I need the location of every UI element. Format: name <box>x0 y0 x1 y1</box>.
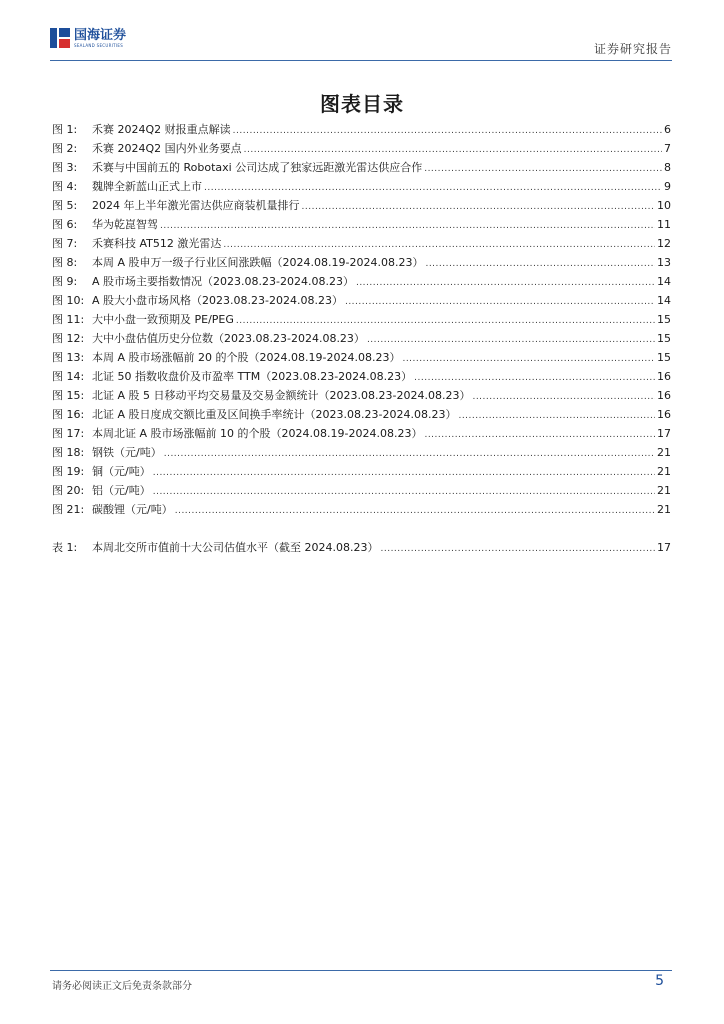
toc-leader-dots <box>164 449 655 459</box>
toc-entry-label: 图 4: <box>52 180 78 193</box>
toc-entry-page: 15 <box>657 351 671 364</box>
toc-entry-page: 21 <box>657 465 671 478</box>
toc-entry[interactable] <box>52 330 671 349</box>
toc-entry-title: A 股市场主要指数情况（2023.08.23-2024.08.23） <box>92 275 354 288</box>
toc-leader-dots <box>345 297 655 307</box>
toc-entry-label: 图 13: <box>52 351 85 364</box>
toc-entry-label: 图 15: <box>52 389 85 402</box>
toc-entry-page: 13 <box>657 256 671 269</box>
toc-entry-label: 图 1: <box>52 123 78 136</box>
toc-entry-label: 表 1: <box>52 541 78 554</box>
logo-chinese-name: 国海证券 <box>74 27 127 43</box>
toc-entry-label: 图 18: <box>52 446 85 459</box>
toc-entry[interactable] <box>52 444 671 463</box>
toc-entry-page: 14 <box>657 294 671 307</box>
toc-entry[interactable] <box>52 501 671 520</box>
toc-entry-title: 禾赛科技 AT512 激光雷达 <box>92 237 222 250</box>
toc-entry-title: A 股大小盘市场风格（2023.08.23-2024.08.23） <box>92 294 343 307</box>
toc-entry-page: 21 <box>657 484 671 497</box>
toc-entry-label: 图 21: <box>52 503 85 516</box>
toc-leader-dots <box>233 126 662 136</box>
toc-entry-page: 6 <box>664 123 671 136</box>
toc-entry-page: 15 <box>657 313 671 326</box>
table-list <box>52 539 671 558</box>
figure-list <box>52 121 671 520</box>
sealand-logo-icon <box>50 28 70 48</box>
toc-entry-label: 图 10: <box>52 294 85 307</box>
toc-entry[interactable] <box>52 463 671 482</box>
toc-leader-dots <box>367 335 655 345</box>
toc-entry-page: 21 <box>657 446 671 459</box>
toc-entry-title: 铝（元/吨） <box>92 484 151 497</box>
toc-entry[interactable] <box>52 292 671 311</box>
toc-entry[interactable] <box>52 368 671 387</box>
page-title: 图表目录 <box>320 92 404 116</box>
toc-entry-title: 钢铁（元/吨） <box>92 446 162 459</box>
report-type: 证券研究报告 <box>593 42 672 56</box>
toc-entry-label: 图 2: <box>52 142 78 155</box>
toc-leader-dots <box>472 392 655 402</box>
toc-entry-label: 图 9: <box>52 275 78 288</box>
toc-entry-page: 16 <box>657 408 671 421</box>
toc-entry-title: 大中小盘一致预期及 PE/PEG <box>92 313 234 326</box>
toc-entry[interactable] <box>52 121 671 140</box>
toc-entry[interactable] <box>52 178 671 197</box>
toc-leader-dots <box>356 278 655 288</box>
toc-entry-label: 图 8: <box>52 256 78 269</box>
toc-entry-title: 禾赛 2024Q2 国内外业务要点 <box>92 142 242 155</box>
toc-entry-page: 8 <box>664 161 671 174</box>
toc-leader-dots <box>425 259 655 269</box>
toc-leader-dots <box>160 221 655 231</box>
toc-entry-title: 铜（元/吨） <box>92 465 151 478</box>
toc-entry-label: 图 20: <box>52 484 85 497</box>
toc-entry-label: 图 12: <box>52 332 85 345</box>
toc-leader-dots <box>223 240 655 250</box>
toc-entry-label: 图 6: <box>52 218 78 231</box>
footer-divider <box>50 970 672 971</box>
toc-entry[interactable] <box>52 349 671 368</box>
toc-entry-label: 图 19: <box>52 465 85 478</box>
toc-entry[interactable] <box>52 235 671 254</box>
toc-entry[interactable] <box>52 273 671 292</box>
toc-entry[interactable] <box>52 482 671 501</box>
toc-leader-dots <box>424 164 662 174</box>
toc-entry-page: 17 <box>657 541 671 554</box>
toc-entry-title: 本周北证 A 股市场涨幅前 10 的个股（2024.08.19-2024.08.23） <box>92 427 423 440</box>
toc-entry-page: 9 <box>664 180 671 193</box>
toc-leader-dots <box>153 468 655 478</box>
toc-entry-page: 17 <box>657 427 671 440</box>
toc-leader-dots <box>302 202 656 212</box>
toc-entry-page: 7 <box>664 142 671 155</box>
toc-entry-page: 15 <box>657 332 671 345</box>
toc-entry[interactable] <box>52 425 671 444</box>
toc-entry-label: 图 17: <box>52 427 85 440</box>
toc-entry-title: 北证 A 股 5 日移动平均交易量及交易金额统计（2023.08.23-2024.08.23） <box>92 389 471 402</box>
toc-leader-dots <box>424 430 655 440</box>
toc-entry-title: 碳酸锂（元/吨） <box>92 503 173 516</box>
toc-entry-label: 图 16: <box>52 408 85 421</box>
sealand-logo <box>50 28 126 48</box>
toc-entry[interactable] <box>52 311 671 330</box>
toc-leader-dots <box>414 373 655 383</box>
toc-entry-page: 16 <box>657 370 671 383</box>
toc-entry-title: 本周 A 股市场涨幅前 20 的个股（2024.08.19-2024.08.23） <box>92 351 401 364</box>
toc-entry-label: 图 7: <box>52 237 78 250</box>
toc-entry-title: 魏牌全新蓝山正式上市 <box>92 180 202 193</box>
toc-leader-dots <box>204 183 662 193</box>
toc-leader-dots <box>402 354 655 364</box>
toc-entry-title: 本周 A 股申万一级子行业区间涨跌幅（2024.08.19-2024.08.23） <box>92 256 424 269</box>
toc-entry-title: 本周北交所市值前十大公司估值水平（截至 2024.08.23） <box>92 541 379 554</box>
toc-entry[interactable] <box>52 539 671 558</box>
toc-entry-label: 图 11: <box>52 313 85 326</box>
toc-entry-page: 21 <box>657 503 671 516</box>
toc-entry-page: 11 <box>657 218 671 231</box>
toc-entry-title: 2024 年上半年激光雷达供应商装机量排行 <box>92 199 300 212</box>
toc-entry[interactable] <box>52 197 671 216</box>
toc-entry-title: 禾赛 2024Q2 财报重点解读 <box>92 123 231 136</box>
toc-leader-dots <box>153 487 655 497</box>
header-divider <box>50 60 672 61</box>
toc-entry-title: 华为乾崑智驾 <box>92 218 158 231</box>
toc-entry[interactable] <box>52 387 671 406</box>
toc-entry-page: 10 <box>657 199 671 212</box>
footer-disclaimer: 请务必阅读正文后免责条款部分 <box>52 981 192 992</box>
toc-leader-dots <box>458 411 655 421</box>
page-header <box>0 0 724 64</box>
toc-entry-title: 北证 A 股日度成交额比重及区间换手率统计（2023.08.23-2024.08.23） <box>92 408 457 421</box>
toc-entry-title: 禾赛与中国前五的 Robotaxi 公司达成了独家远距激光雷达供应合作 <box>92 161 423 174</box>
toc-entry[interactable] <box>52 216 671 235</box>
toc-leader-dots <box>236 316 655 326</box>
toc-leader-dots <box>380 544 655 554</box>
toc-entry-page: 12 <box>657 237 671 250</box>
toc-entry-label: 图 5: <box>52 199 78 212</box>
toc-entry[interactable] <box>52 254 671 273</box>
logo-english-name: SEALAND SECURITIES <box>74 42 124 48</box>
toc-entry-page: 14 <box>657 275 671 288</box>
toc-leader-dots <box>175 506 655 516</box>
toc-entry-title: 大中小盘估值历史分位数（2023.08.23-2024.08.23） <box>92 332 365 345</box>
toc-entry[interactable] <box>52 159 671 178</box>
toc-leader-dots <box>244 145 662 155</box>
toc-entry-page: 16 <box>657 389 671 402</box>
toc-entry-label: 图 3: <box>52 161 78 174</box>
toc-entry-label: 图 14: <box>52 370 85 383</box>
toc-entry-title: 北证 50 指数收盘价及市盈率 TTM（2023.08.23-2024.08.23） <box>92 370 413 383</box>
toc-entry[interactable] <box>52 406 671 425</box>
page-number: 5 <box>655 973 664 989</box>
toc-entry[interactable] <box>52 140 671 159</box>
